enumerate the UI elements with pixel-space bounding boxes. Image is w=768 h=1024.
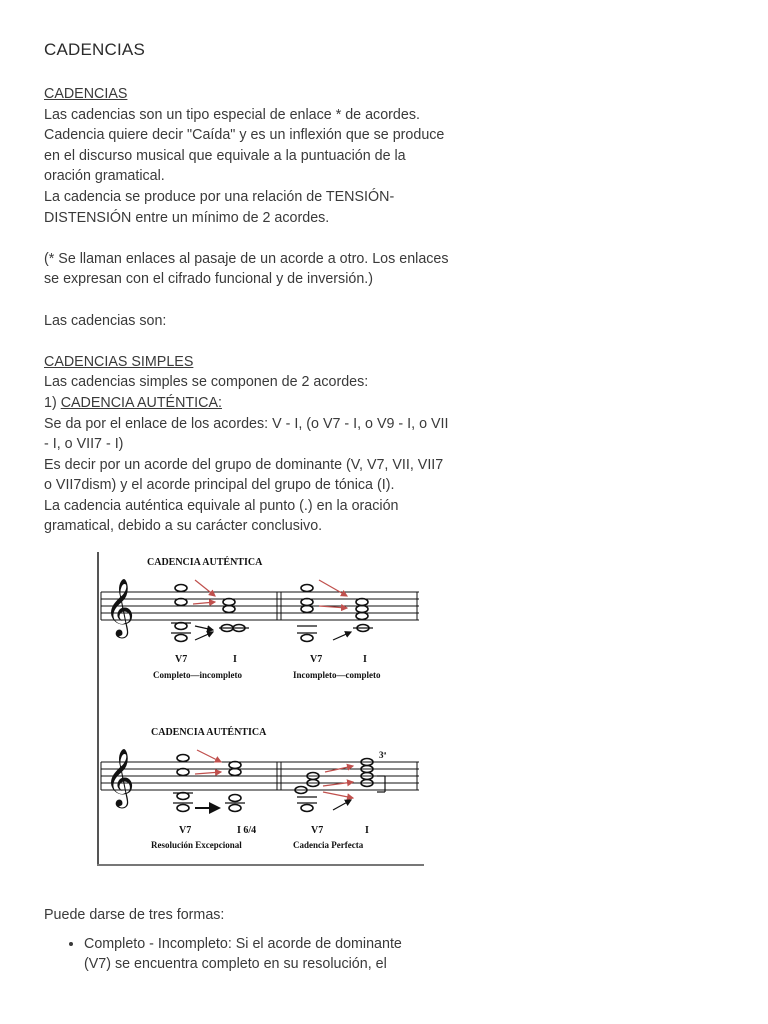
- note-line: se expresan con el cifrado funcional y de inversión.): [44, 271, 374, 288]
- chord-caption: Incompleto—completo: [293, 670, 381, 680]
- section-heading-autentica: CADENCIA AUTÉNTICA:: [60, 394, 222, 411]
- article-body: [44, 84, 484, 537]
- lead-text: Las cadencias son:: [44, 312, 167, 329]
- intro-line: Cadencia quiere decir "Caída" y es un inflexión que se produce: [44, 127, 445, 144]
- autentica-line: o VII7dism) y el acorde principal del grupo de tónica (I).: [44, 477, 395, 494]
- chord-label: V7: [311, 825, 324, 836]
- simples-intro: Las cadencias simples se componen de 2 acordes:: [44, 374, 369, 391]
- section-heading-simples: CADENCIAS SIMPLES: [44, 353, 194, 370]
- panel2-title: CADENCIA AUTÉNTICA: [151, 727, 267, 738]
- chord-label: I: [363, 654, 367, 665]
- chord-label: V7: [175, 654, 188, 665]
- autentica-line: Se da por el enlace de los acordes: V - I, (o V7 - I, o V9 - I, o VII: [44, 415, 449, 432]
- music-notation-figure: [97, 552, 424, 866]
- panel1-title: CADENCIA AUTÉNTICA: [147, 557, 263, 568]
- list-item: [84, 934, 484, 975]
- autentica-line: La cadencia auténtica equivale al punto (.) en la oración: [44, 497, 399, 514]
- intro-line: La cadencia se produce por una relación de TENSIÓN-: [44, 188, 395, 205]
- autentica-line: Es decir por un acorde del grupo de dominante (V, V7, VII, VII7: [44, 456, 444, 473]
- intro-line: oración gramatical.: [44, 168, 165, 185]
- forms-intro: Puede darse de tres formas:: [44, 907, 225, 923]
- chord-label: I: [233, 654, 237, 665]
- forms-list: [44, 934, 484, 975]
- page-title: CADENCIAS: [44, 40, 145, 59]
- intro-line: Las cadencias son un tipo especial de enlace * de acordes.: [44, 106, 420, 123]
- chord-label: V7: [310, 654, 323, 665]
- chord-caption: Resolución Excepcional: [151, 840, 242, 850]
- section-heading-cadencias: CADENCIAS: [44, 86, 128, 102]
- article-body-continued: [44, 905, 484, 975]
- intro-line: en el discurso musical que equivale a la puntuación de la: [44, 147, 406, 164]
- treble-clef-icon: 𝄞: [105, 578, 135, 636]
- list-item-line: (V7) se encuentra completo en su resolución, el: [84, 956, 387, 973]
- interval-mark: 3ª: [379, 750, 387, 760]
- list-number: 1): [44, 394, 61, 411]
- chord-caption: Cadencia Perfecta: [293, 840, 364, 850]
- chord-label: I: [365, 825, 369, 836]
- intro-line: DISTENSIÓN entre un mínimo de 2 acordes.: [44, 209, 330, 226]
- chord-label: V7: [179, 825, 192, 836]
- list-item-line: Completo - Incompleto: Si el acorde de dominante: [84, 935, 402, 952]
- autentica-line: gramatical, debido a su carácter conclusivo.: [44, 518, 323, 535]
- note-line: (* Se llaman enlaces al pasaje de un acorde a otro. Los enlaces: [44, 250, 449, 267]
- chord-label: I 6/4: [237, 825, 257, 836]
- autentica-line: - I, o VII7 - I): [44, 436, 124, 453]
- cadence-score-image: [97, 552, 424, 866]
- treble-clef-icon: 𝄞: [105, 748, 135, 806]
- chord-caption: Completo—incompleto: [153, 670, 242, 680]
